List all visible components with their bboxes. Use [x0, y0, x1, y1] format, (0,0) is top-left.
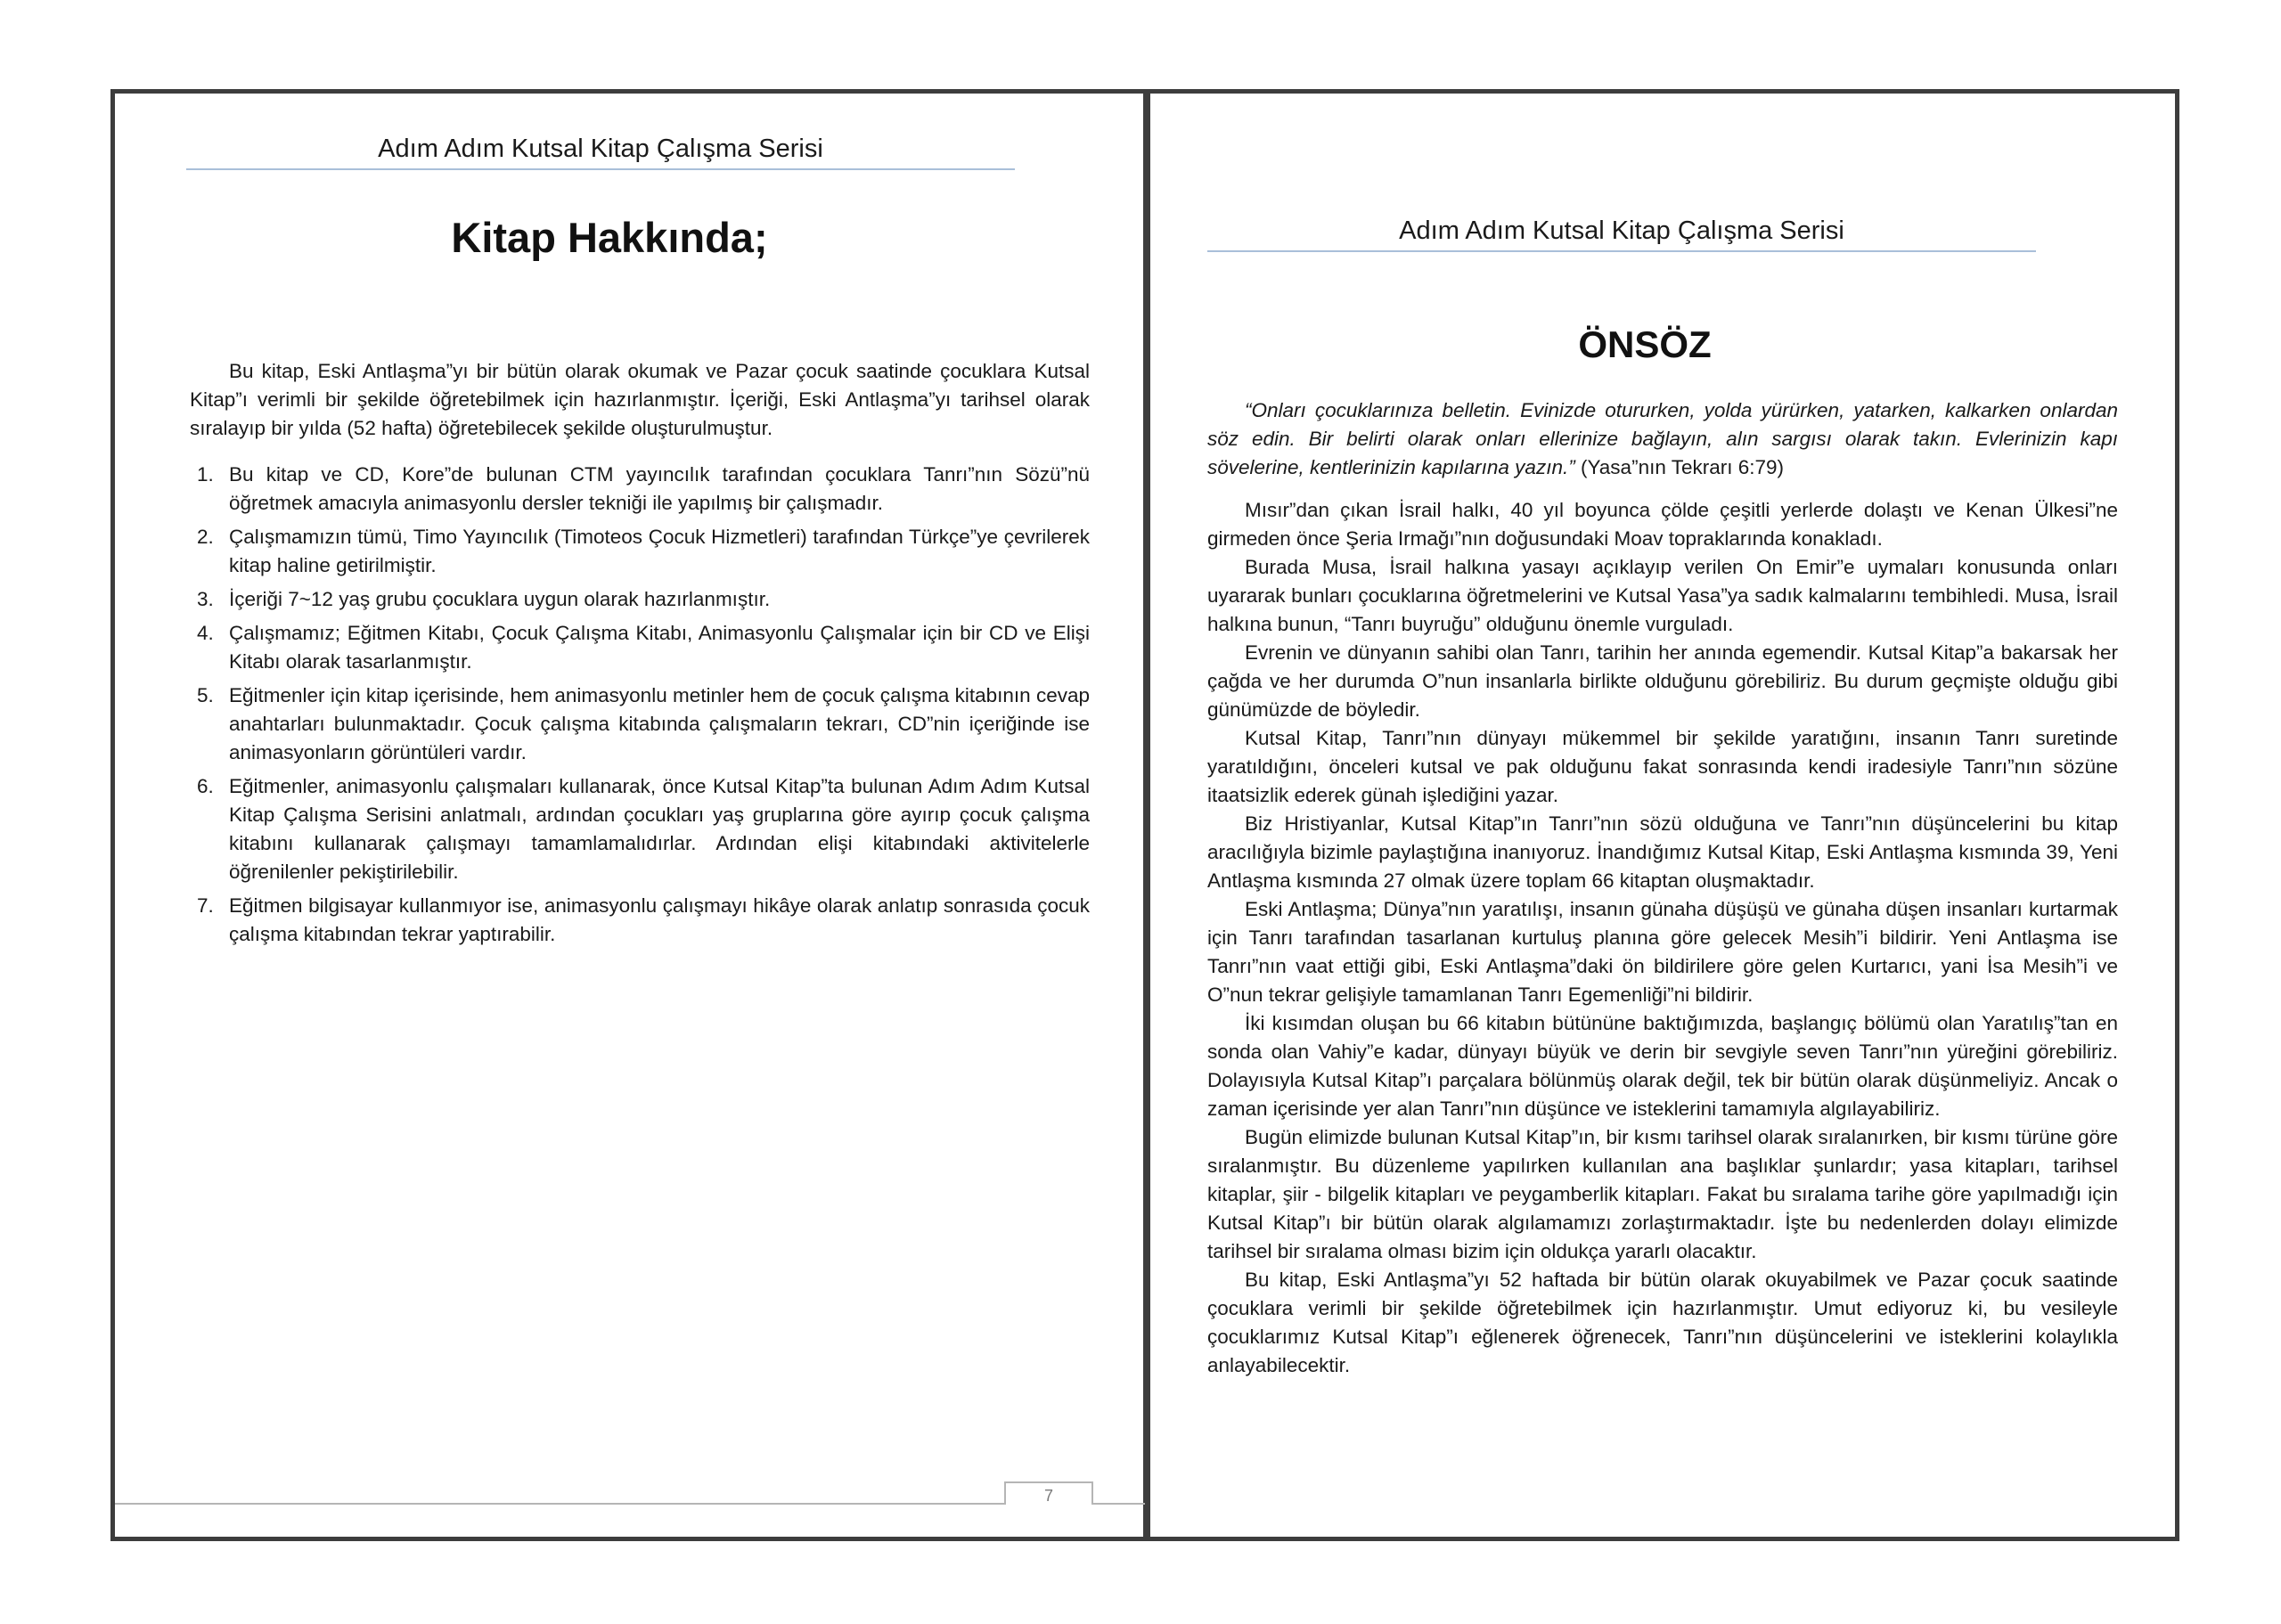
paragraph: Bu kitap, Eski Antlaşma”yı 52 haftada bir bütün olarak okuyabilmek ve Pazar çocuk saatinde çocuklara verimli bir şekilde öğretebilmek için hazırlanmıştır. Umut ediyoruz ki, bu vesileyle çocuklarımız Kutsal Kitap”ı eğlenerek öğrenecek, Tanrı”nın düşüncelerini ve isteklerini kolaylıkla anlayabilecektir. — [1207, 1269, 2118, 1376]
paragraph: Evrenin ve dünyanın sahibi olan Tanrı, tarihin her anında egemendir. Kutsal Kitap”a bakarsak her çağda ve her durumda O”nun insanlarla birlikte olduğunu görebiliriz. Bu durum geçmişte olduğu gibi günümüzde de böyledir. — [1207, 641, 2118, 721]
header-rule — [1207, 250, 2036, 252]
running-header: Adım Adım Kutsal Kitap Çalışma Serisi — [378, 135, 823, 163]
list-item-text: İçeriği 7~12 yaş grubu çocuklara uygun olarak hazırlanmıştır. — [229, 588, 771, 610]
header-rule — [186, 168, 1015, 170]
list-item — [197, 892, 1090, 949]
list-item — [197, 619, 1090, 676]
left-page — [110, 89, 1148, 1541]
list-number: 3. — [197, 588, 214, 610]
paragraph: Bugün elimizde bulunan Kutsal Kitap”ın, bir kısmı tarihsel olarak sıralanırken, bir kısmı türüne göre sıralanmıştır. Bu düzenleme yapılırken kullanılan ana başlıklar şunlardır; yasa kitapları, tarihsel kitaplar, şiir - bilgelik kitapları ve peygamberlik kitapları. Fakat bu sıralama tarihe göre yapılmadığı için Kutsal Kitap”ı bir bütün olarak algılamamızı zorlaştırmaktadır. İşte bu nedenlerden dolayı elimizde tarihsel bir sıralama olması bizim için oldukça yararlı olacaktır. — [1207, 1126, 2118, 1262]
list-item-text: Eğitmenler için kitap içerisinde, hem animasyonlu metinler hem de çocuk çalışma kitabının cevap anahtarları bulunmaktadır. Çocuk çalışma kitabında çalışmaların tekrarı, CD”nin içeriğinde ise animasyonların görüntüleri vardır. — [229, 684, 1090, 763]
quote-text: “Onları çocuklarınıza belletin. Evinizde otururken, yolda yürürken, yatarken, kalkarken onlardan söz edin. Bir belirti olarak onları ellerinize bağlayın, alın sargısı olarak takın. Evlerinizin kapı sövelerine, kentlerinizin kapılarına yazın.” — [1207, 399, 2118, 478]
scripture-quote — [1207, 396, 2118, 482]
page-body — [190, 357, 1090, 954]
list-item — [197, 523, 1090, 580]
footer-rule — [115, 1503, 1006, 1505]
list-number: 7. — [197, 894, 214, 917]
page-title: Kitap Hakkında; — [451, 214, 768, 261]
list-number: 5. — [197, 684, 214, 706]
list-item — [197, 461, 1090, 518]
list-item-text: Çalışmamızın tümü, Timo Yayıncılık (Timoteos Çocuk Hizmetleri) tarafından Türkçe”ye çevrilerek kitap haline getirilmiştir. — [229, 526, 1090, 576]
list-item — [197, 681, 1090, 767]
list-item — [197, 585, 1090, 614]
list-number: 2. — [197, 526, 214, 548]
paragraph: Biz Hristiyanlar, Kutsal Kitap”ın Tanrı”nın sözü olduğuna ve Tanrı”nın düşüncelerini bu kitap aracılığıyla bizimle paylaştığına inanıyoruz. İnandığımız Kutsal Kitap, Eski Antlaşma kısmında 39, Yeni Antlaşma kısmında 27 olmak üzere toplam 66 kitaptan oluşmaktadır. — [1207, 812, 2118, 892]
page-title: ÖNSÖZ — [1578, 323, 1712, 365]
numbered-list — [190, 461, 1090, 949]
list-item-text: Çalışmamız; Eğitmen Kitabı, Çocuk Çalışma Kitabı, Animasyonlu Çalışmalar için bir CD ve Elişi Kitabı olarak tasarlanmıştır. — [229, 622, 1090, 673]
page-body — [1207, 396, 2118, 1380]
page-number: 7 — [1043, 1487, 1053, 1505]
list-item — [197, 772, 1090, 886]
paragraph: Eski Antlaşma; Dünya”nın yaratılışı, insanın günaha düşüşü ve günaha düşen insanları kurtarmak için Tanrı tarafından tasarlanan kurtuluş planına göre gelecek Mesih”i bildirir. Yeni Antlaşma ise Tanrı”nın vaat ettiği gibi, Eski Antlaşma”daki ön bildirilere göre gelen Kurtarıcı, yani İsa Mesih”i ve O”nun tekrar gelişiyle tamamlanan Tanrı Egemenliği”ni bildirir. — [1207, 898, 2118, 1006]
quote-reference: (Yasa”nın Tekrarı 6:79) — [1580, 456, 1784, 478]
list-item-text: Bu kitap ve CD, Kore”de bulunan CTM yayıncılık tarafından çocuklara Tanrı”nın Sözü”nü öğretmek amacıyla animasyonlu dersler tekniği ile yapılmış bir çalışmadır. — [229, 463, 1090, 514]
paragraph: Kutsal Kitap, Tanrı”nın dünyayı mükemmel bir şekilde yaratığını, insanın Tanrı suretinde yaratıldığını, önceleri kutsal ve pak olduğunu fakat sonrasında kendi iradesiyle Tanrı”nın sözüne itaatsizlik ederek günah işlediğini yazar. — [1207, 727, 2118, 806]
paragraph: Mısır”dan çıkan İsrail halkı, 40 yıl boyunca çölde çeşitli yerlerde dolaştı ve Kenan Ülkesi”ne girmeden önce Şeria Irmağı”nın doğusundaki Moav topraklarında konakladı. — [1207, 499, 2118, 550]
list-item-text: Eğitmenler, animasyonlu çalışmaları kullanarak, önce Kutsal Kitap”ta bulunan Adım Adım Kutsal Kitap Çalışma Serisini anlatmalı, ardından çocukları yaş gruplarına göre ayırıp çocuk çalışma kitabını kullanarak çalışmayı tamamlamalıdırlar. Ardından elişi kitabındaki aktivitelerle öğrenilenler pekiştirilebilir. — [229, 775, 1090, 883]
list-number: 4. — [197, 622, 214, 644]
list-number: 6. — [197, 775, 214, 797]
list-number: 1. — [197, 463, 214, 486]
list-item-text: Eğitmen bilgisayar kullanmıyor ise, animasyonlu çalışmayı hikâye olarak anlatıp sonrasıda çocuk çalışma kitabından tekrar yaptırabilir. — [229, 894, 1090, 945]
intro-paragraph: Bu kitap, Eski Antlaşma”yı bir bütün olarak okumak ve Pazar çocuk saatinde çocuklara Kutsal Kitap”ı verimli bir şekilde öğretebilmek için hazırlanmıştır. İçeriği, Eski Antlaşma”yı tarihsel olarak sıralayıp bir yılda (52 hafta) öğretebilecek şekilde oluşturulmuştur. — [190, 360, 1090, 439]
footer-rule — [1091, 1503, 1145, 1505]
paragraph: İki kısımdan oluşan bu 66 kitabın bütününe baktığımızda, başlangıç bölümü olan Yaratılış”tan en sonda olan Vahiy”e kadar, dünyayı büyük ve derin bir sevgiyle seven Tanrı”nın yüreğini görebiliriz. Dolayısıyla Kutsal Kitap”ı parçalara bölünmüş olarak değil, tek bir bütün olarak düşünmeliyiz. Ancak o zaman içerisinde yer alan Tanrı”nın düşünce ve isteklerini tamamıyla algılayabiliriz. — [1207, 1012, 2118, 1120]
right-page — [1146, 89, 2179, 1541]
running-header: Adım Adım Kutsal Kitap Çalışma Serisi — [1399, 216, 1844, 245]
paragraph: Burada Musa, İsrail halkına yasayı açıklayıp verilen On Emir”e uymaları konusunda onları uyararak bunları çocuklarına öğretmelerini ve Kutsal Yasa”ya sadık kalmalarını tembihledi. Musa, İsrail halkına bunun, “Tanrı buyruğu” olduğunu önemle vurguladı. — [1207, 556, 2118, 635]
